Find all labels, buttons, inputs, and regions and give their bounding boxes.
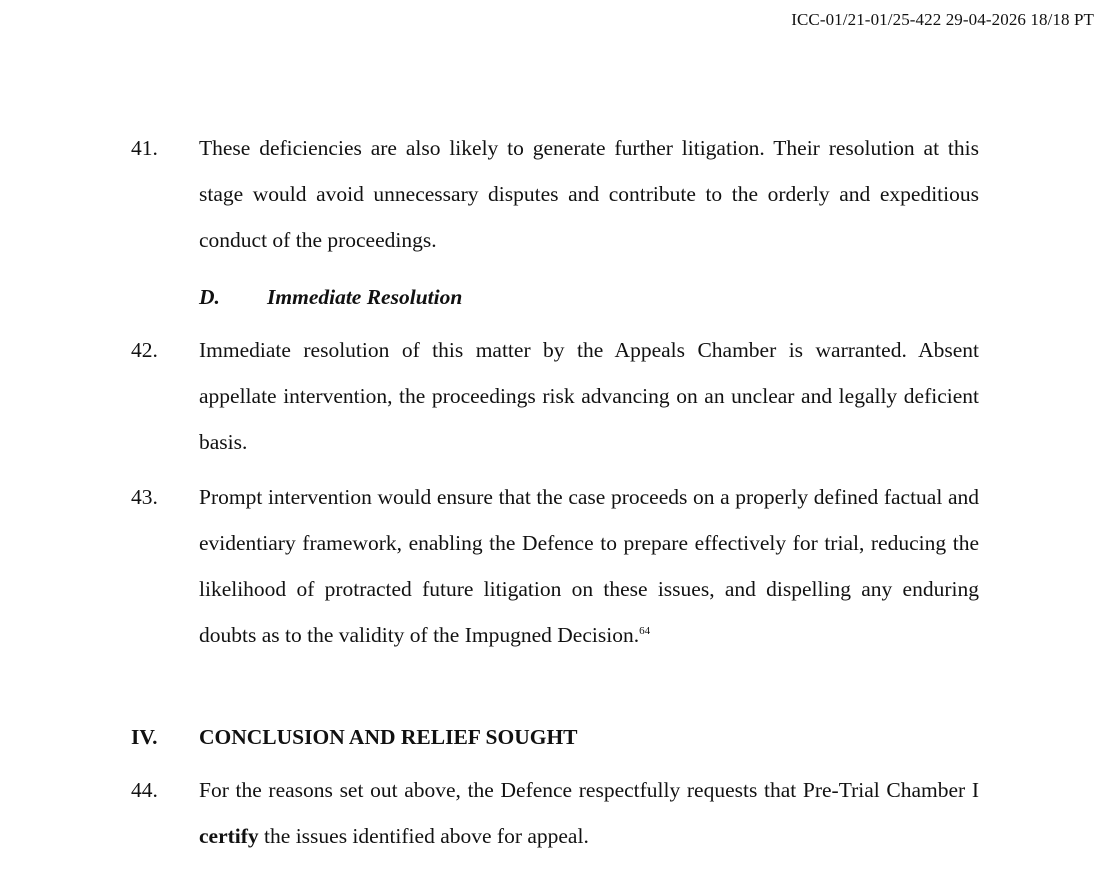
paragraph-number: 41. — [131, 136, 158, 160]
document-reference: ICC-01/21-01/25-422 29-04-2026 18/18 PT — [791, 10, 1094, 29]
paragraph-body: Prompt intervention would ensure that the case proceeds on a properly defined factual and evidentiary framework, enabling the Defence to prepare effectively for trial, reducing the likelihood of protracted future litigation on these issues, and dispelling any enduring doubts as to the validity of the Impugned Decision. — [199, 485, 979, 647]
paragraph-text — [199, 767, 979, 859]
paragraph-text: These deficiencies are also likely to generate further litigation. Their resolution at this stage would avoid unnecessary disputes and contribute to the orderly and expeditious conduct of the proceedings. — [199, 136, 979, 252]
paragraph-44 — [131, 767, 979, 859]
paragraph-number: 44. — [131, 778, 158, 802]
paragraph-number: 42. — [131, 338, 158, 362]
section-title: CONCLUSION AND RELIEF SOUGHT — [199, 725, 578, 749]
paragraph-text — [199, 474, 979, 658]
paragraph-43 — [131, 474, 979, 658]
paragraph-41 — [131, 125, 979, 263]
subheading-title: Immediate Resolution — [267, 285, 463, 309]
section-heading-conclusion — [131, 723, 578, 751]
subheading-letter: D. — [199, 285, 220, 309]
paragraph-text: Immediate resolution of this matter by the Appeals Chamber is warranted. Absent appellate intervention, the proceedings risk advancing on an unclear and legally deficient basis. — [199, 338, 979, 454]
emphasis-certify: certify — [199, 824, 259, 848]
paragraph-text-before: For the reasons set out above, the Defence respectfully requests that Pre-Trial Chamber I — [199, 778, 979, 802]
footnote-reference[interactable]: 64 — [639, 625, 651, 637]
subheading-immediate-resolution — [199, 283, 462, 311]
paragraph-42 — [131, 327, 979, 465]
section-numeral: IV. — [131, 725, 158, 749]
paragraph-text-after: the issues identified above for appeal. — [258, 824, 589, 848]
paragraph-number: 43. — [131, 485, 158, 509]
